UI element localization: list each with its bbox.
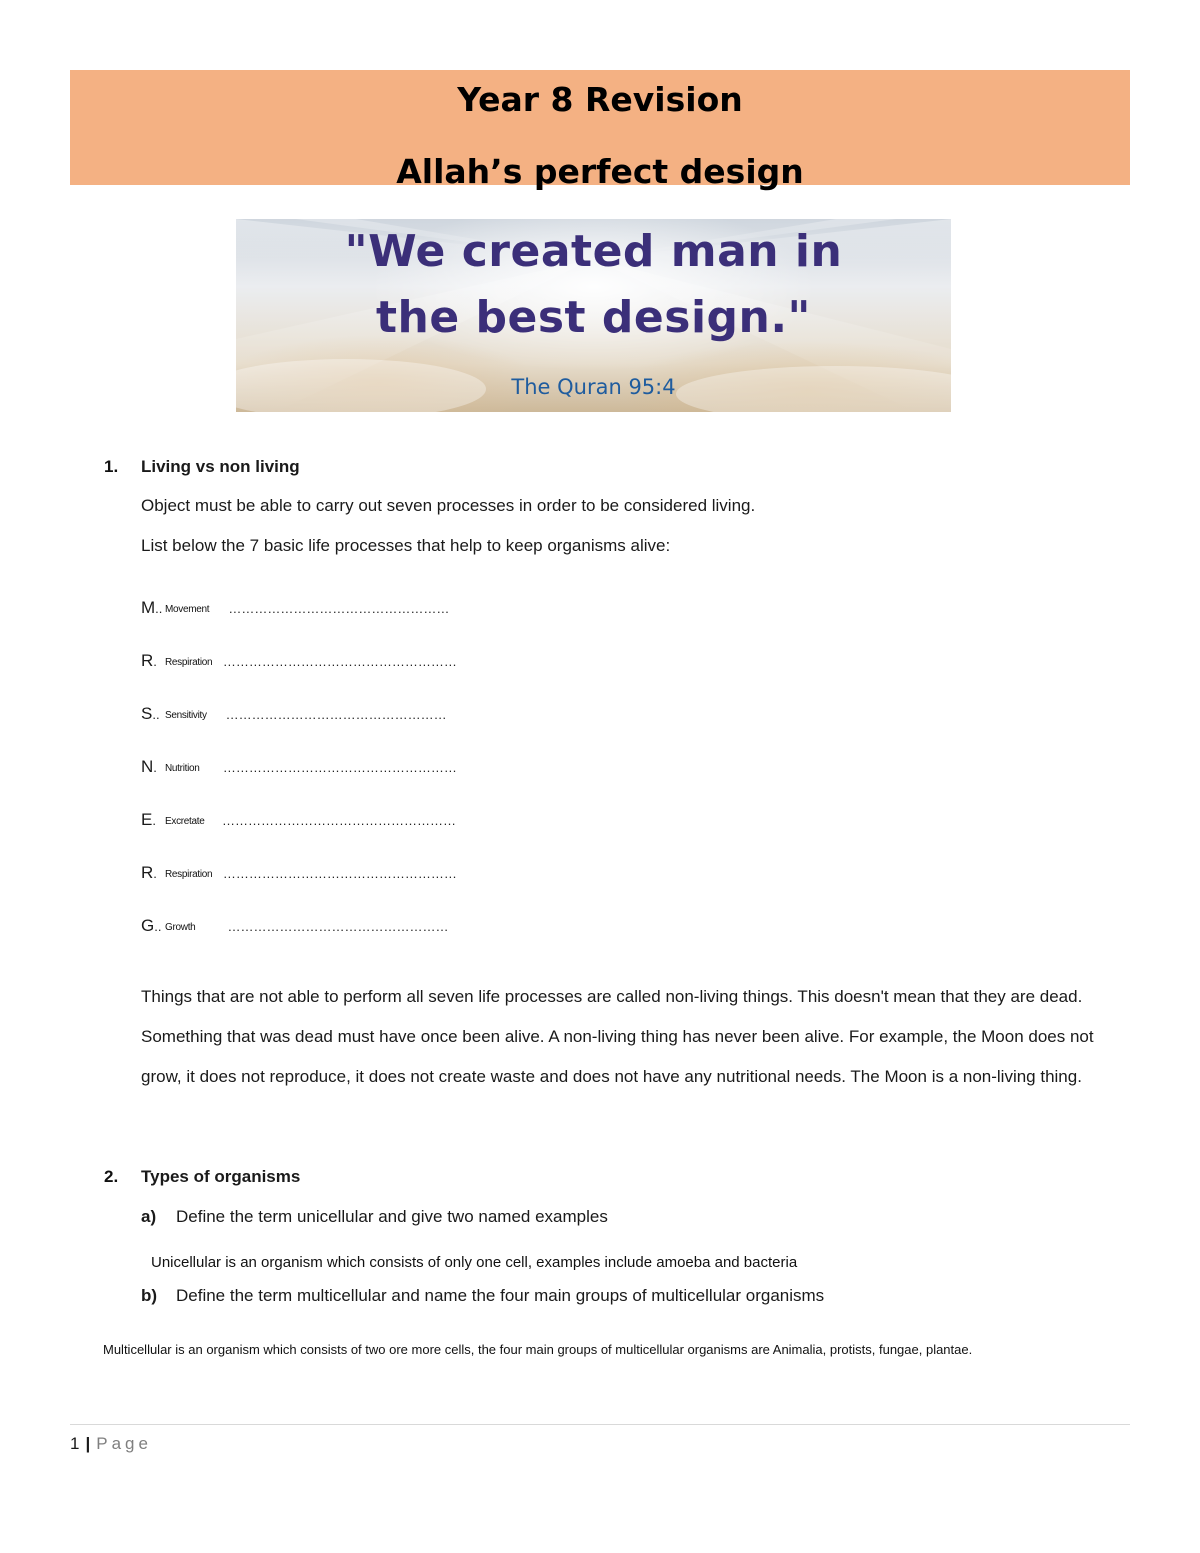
section1-heading: Living vs non living [141, 457, 300, 476]
life-process-letter: E [141, 810, 153, 829]
section1-intro1: Object must be able to carry out seven processes in order to be considered living. [141, 496, 756, 515]
section2-heading: Types of organisms [141, 1167, 301, 1186]
page-number: 1 [70, 1434, 80, 1453]
page-subtitle: Allah’s perfect design [396, 152, 804, 191]
page-footer [70, 1434, 152, 1454]
life-process-dotted-line: ……………………………………………… [221, 813, 456, 828]
life-process-row [141, 916, 448, 938]
question-b-label: b) [141, 1286, 158, 1305]
life-process-answer: Excretate [165, 816, 205, 827]
section1-intro2: List below the 7 basic life processes that help to keep organisms alive: [141, 536, 671, 555]
banner-source: The Quran 95:4 [511, 375, 676, 399]
life-process-answer: Nutrition [165, 763, 200, 774]
life-process-row [141, 810, 456, 832]
life-process-lead-dots: .. [155, 601, 163, 616]
life-process-letter: N [141, 757, 154, 776]
question-b-answer: Multicellular is an organism which consists of two ore more cells, the four main groups of multicellular organisms are Animalia, protists, fungae, plantae. [103, 1342, 973, 1357]
question-a-answer: Unicellular is an organism which consists of only one cell, examples include amoeba and bacteria [151, 1254, 798, 1271]
section2-number: 2. [104, 1167, 119, 1186]
footer-separator: | [85, 1434, 91, 1453]
banner-quote-line2: the best design." [376, 292, 811, 343]
life-process-dotted-line: ……………………………………………… [222, 654, 457, 669]
life-process-letter: R [141, 651, 154, 670]
life-process-answer: Sensitivity [165, 710, 207, 721]
section1-number: 1. [104, 457, 119, 476]
question-a-label: a) [141, 1207, 157, 1226]
life-process-answer: Movement [165, 604, 210, 615]
life-process-lead-dots: .. [154, 919, 162, 934]
life-process-row [141, 651, 457, 673]
quran-quote-banner [236, 219, 951, 412]
life-process-lead-dots: . [153, 654, 157, 669]
life-process-row [141, 598, 449, 620]
footer-divider [70, 1424, 1130, 1425]
life-process-answer: Growth [165, 922, 196, 933]
life-process-lead-dots: .. [152, 707, 160, 722]
banner-quote-line1: "We created man in [344, 226, 843, 277]
life-process-answer: Respiration [165, 657, 213, 668]
life-process-letter: S [141, 704, 153, 723]
life-process-lead-dots: . [152, 813, 156, 828]
life-process-dotted-line: …………………………………………… [225, 707, 447, 722]
life-process-dotted-line: ……………………………………………… [222, 866, 457, 881]
question-a-text: Define the term unicellular and give two named examples [176, 1207, 608, 1226]
life-process-letter: R [141, 863, 154, 882]
question-b-text: Define the term multicellular and name the four main groups of multicellular organisms [176, 1286, 825, 1305]
life-process-dotted-line: ……………………………………………… [222, 760, 457, 775]
life-process-letter: M [141, 598, 156, 617]
section1-paragraph: Things that are not able to perform all seven life processes are called non-living things. This doesn't mean that they are dead. Something that was dead must have once been alive. A non-living thing has never been alive. For example, the Moon does not grow, it does not reproduce, it does not create waste and does not have any nutritional needs. The Moon is a non-living thing. [141, 987, 1094, 1086]
page-title: Year 8 Revision [457, 80, 743, 119]
life-process-row [141, 704, 447, 726]
life-process-letter: G [141, 916, 155, 935]
life-process-dotted-line: …………………………………………… [228, 601, 450, 616]
life-process-row [141, 757, 457, 779]
page-label: Page [96, 1434, 152, 1453]
life-process-row [141, 863, 457, 885]
life-process-lead-dots: . [153, 866, 157, 881]
life-process-answer: Respiration [165, 869, 213, 880]
life-process-lead-dots: . [153, 760, 157, 775]
life-process-dotted-line: …………………………………………… [227, 919, 449, 934]
